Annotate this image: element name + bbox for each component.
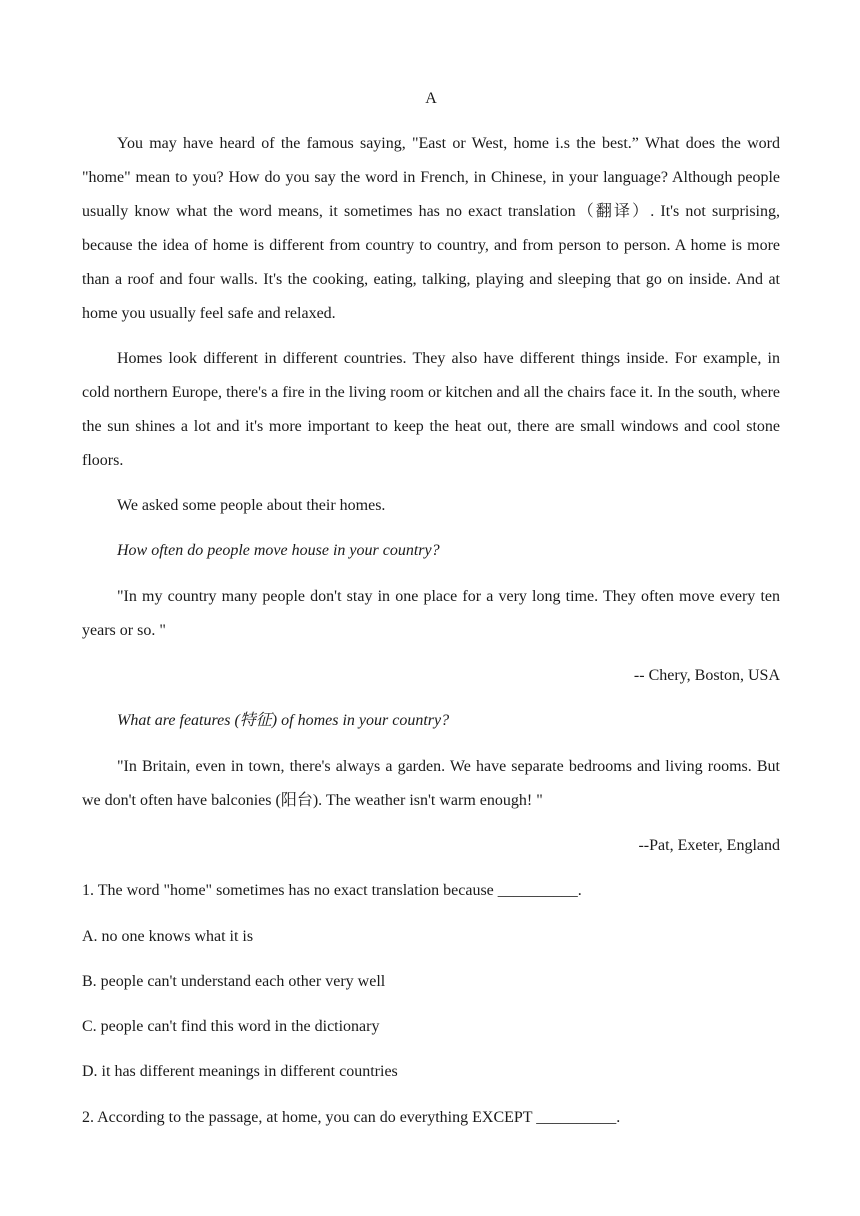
interview-answer-2: "In Britain, even in town, there's always a garden. We have separate bedrooms and living rooms. But we don't often have balconies (阳台). The weather isn't warm enough! " xyxy=(82,758,780,809)
interview-question-1: How often do people move house in your country? xyxy=(117,542,440,559)
passage-paragraph-2: Homes look different in different countries. They also have different things inside. For example, in cold northern Europe, there's a fire in the living room or kitchen and all the chairs face it. In the south, where the sun shines a lot and it's more important to keep the heat out, there are small windows and cool stone floors. xyxy=(82,350,780,469)
question-1-option-b: B. people can't understand each other very well xyxy=(82,973,386,990)
passage-heading: A xyxy=(425,90,437,107)
question-2-stem: 2. According to the passage, at home, you can do everything EXCEPT __________. xyxy=(82,1109,621,1126)
passage-intro: We asked some people about their homes. xyxy=(117,497,386,514)
interview-question-2: What are features (特征) of homes in your country? xyxy=(117,712,450,729)
passage-paragraph-1: You may have heard of the famous saying, "East or West, home i.s the best.” What does the word "home" mean to you? How do you say the word in French, in Chinese, in your language? Although people usually know what the word means, it sometimes has no exact translation（翻译）. It's not surprising, because the idea of home is different from country to country, and from person to person. A home is more than a roof and four walls. It's the cooking, eating, talking, playing and sleeping that go on inside. And at home you usually feel safe and relaxed. xyxy=(82,135,780,322)
question-1-option-d: D. it has different meanings in different countries xyxy=(82,1063,398,1080)
interview-author-2: --Pat, Exeter, England xyxy=(638,837,780,854)
question-1-option-a: A. no one knows what it is xyxy=(82,928,254,945)
interview-answer-1: "In my country many people don't stay in one place for a very long time. They often move every ten years or so. " xyxy=(82,588,780,639)
interview-author-1: -- Chery, Boston, USA xyxy=(633,667,780,684)
question-1-stem: 1. The word "home" sometimes has no exact translation because __________. xyxy=(82,882,582,899)
question-1-option-c: C. people can't find this word in the dictionary xyxy=(82,1018,380,1035)
